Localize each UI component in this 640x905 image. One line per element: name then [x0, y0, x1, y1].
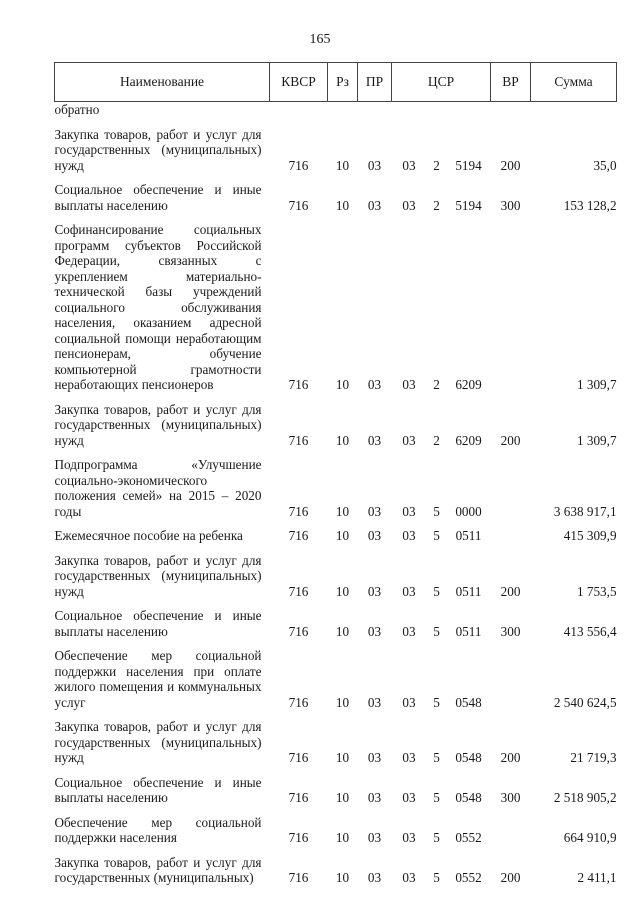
cell-name: Софинансирование социальных программ субъектов Российской Федерации, связанных с укреплением материально-технической базы учреждений социального обслуживания населения, оказанием адресной социальной помощи неработающим пенсионерам, обучение компьютерной грамотности неработающих пенсионеров — [54, 222, 262, 392]
cell-csr-subprogram: 2 — [433, 377, 440, 392]
cell-rz: 10 — [335, 503, 350, 519]
cell-pr: 03 — [367, 157, 382, 173]
cell-rz: 10 — [335, 583, 350, 599]
cell-vr — [491, 102, 531, 118]
cell-pr: 03 — [367, 583, 382, 599]
cell-vr — [491, 806, 531, 846]
cell-kvsr: 716 — [288, 750, 309, 765]
table-row — [55, 544, 617, 600]
table-row — [55, 599, 617, 639]
cell-csr-direction: 5194 — [455, 157, 482, 173]
cell-rz: 10 — [335, 623, 350, 639]
cell-name: Закупка товаров, работ и услуг для государственных (муниципальных) нужд — [54, 719, 262, 765]
cell-vr: 200 — [500, 750, 521, 765]
cell-sum: 1 309,7 — [576, 432, 617, 448]
cell-pr: 03 — [367, 750, 382, 765]
cell-vr: 200 — [500, 157, 521, 173]
cell-rz: 10 — [335, 870, 350, 885]
cell-pr — [358, 102, 392, 118]
cell-csr-direction: 0552 — [455, 870, 482, 885]
cell-rz: 10 — [335, 790, 350, 805]
cell-csr-direction: 6209 — [455, 432, 482, 448]
cell-csr-direction: 5194 — [455, 197, 482, 213]
cell-csr-program: 03 — [402, 503, 416, 519]
cell-vr: 300 — [500, 790, 521, 805]
cell-kvsr: 716 — [288, 432, 309, 448]
cell-sum: 1 309,7 — [576, 377, 617, 392]
cell-csr-subprogram: 5 — [433, 623, 440, 639]
cell-kvsr: 716 — [288, 694, 309, 710]
cell-rz: 10 — [335, 197, 350, 213]
cell-csr-subprogram — [427, 102, 447, 118]
cell-csr-direction: 6209 — [455, 377, 482, 392]
cell-csr-program: 03 — [402, 583, 416, 599]
cell-csr-direction: 0511 — [455, 583, 482, 599]
cell-csr-program: 03 — [402, 750, 416, 765]
cell-kvsr: 716 — [288, 790, 309, 805]
cell-csr-direction: 0000 — [455, 503, 482, 519]
cell-name: Обеспечение мер социальной поддержки населения при оплате жилого помещения и коммунальных услуг — [54, 648, 262, 710]
cell-csr-direction — [447, 102, 491, 118]
cell-sum: 1 753,5 — [576, 583, 617, 599]
cell-kvsr: 716 — [288, 377, 309, 392]
cell-csr-program: 03 — [402, 157, 416, 173]
cell-vr — [491, 448, 531, 519]
cell-csr-subprogram: 2 — [433, 197, 440, 213]
cell-csr-direction: 0548 — [455, 694, 482, 710]
table-row — [55, 710, 617, 766]
cell-name: Социальное обеспечение и иные выплаты населению — [54, 608, 262, 639]
cell-csr-program: 03 — [402, 432, 416, 448]
cell-sum: 2 540 624,5 — [553, 694, 617, 710]
cell-csr-subprogram: 5 — [433, 503, 440, 519]
cell-name: Подпрограмма «Улучшение социально-экономического положения семей» на 2015 – 2020 годы — [54, 457, 262, 519]
cell-csr-program: 03 — [402, 528, 416, 543]
cell-csr-program: 03 — [402, 830, 416, 845]
header-csr: ЦСР — [392, 63, 491, 102]
cell-csr-direction: 0548 — [455, 790, 482, 805]
cell-csr-subprogram: 2 — [433, 157, 440, 173]
cell-vr — [491, 639, 531, 710]
budget-table — [54, 62, 617, 886]
cell-sum: 664 910,9 — [563, 830, 617, 845]
cell-name: Ежемесячное пособие на ребенка — [54, 528, 243, 543]
cell-rz: 10 — [335, 830, 350, 845]
cell-sum: 153 128,2 — [563, 197, 617, 213]
cell-rz: 10 — [335, 694, 350, 710]
cell-csr-program — [392, 102, 427, 118]
header-pr: ПР — [358, 63, 392, 102]
cell-sum: 35,0 — [593, 157, 617, 173]
cell-kvsr: 716 — [288, 583, 309, 599]
cell-csr-subprogram: 5 — [433, 583, 440, 599]
cell-rz: 10 — [335, 377, 350, 392]
cell-pr: 03 — [367, 870, 382, 885]
cell-csr-program: 03 — [402, 694, 416, 710]
table-row — [55, 173, 617, 213]
cell-csr-direction: 0511 — [455, 528, 482, 543]
cell-csr-direction: 0511 — [455, 623, 482, 639]
cell-csr-subprogram: 5 — [433, 694, 440, 710]
table-row — [55, 846, 617, 886]
cell-pr: 03 — [367, 377, 382, 392]
cell-vr: 200 — [500, 583, 521, 599]
cell-kvsr: 716 — [288, 157, 309, 173]
cell-sum — [531, 102, 617, 118]
cell-vr — [491, 519, 531, 544]
cell-pr: 03 — [367, 790, 382, 805]
cell-kvsr: 716 — [288, 528, 309, 543]
table-row — [55, 102, 617, 118]
cell-name: Закупка товаров, работ и услуг для государственных (муниципальных) нужд — [54, 552, 262, 599]
cell-vr: 300 — [500, 197, 521, 213]
cell-vr — [491, 213, 531, 393]
cell-pr: 03 — [367, 528, 382, 543]
header-name: Наименование — [55, 63, 270, 102]
table-body — [55, 102, 617, 886]
table-row — [55, 806, 617, 846]
cell-csr-subprogram: 2 — [433, 432, 440, 448]
cell-rz: 10 — [335, 432, 350, 448]
table-header-row — [55, 63, 617, 102]
header-kvsr: КВСР — [270, 63, 328, 102]
cell-sum: 2 411,1 — [577, 870, 617, 885]
cell-csr-direction: 0548 — [455, 750, 482, 765]
cell-pr: 03 — [367, 694, 382, 710]
table-row — [55, 118, 617, 174]
table-row — [55, 766, 617, 806]
cell-sum: 413 556,4 — [563, 623, 617, 639]
cell-name: Закупка товаров, работ и услуг для государственных (муниципальных) нужд — [54, 401, 262, 448]
cell-pr: 03 — [367, 503, 382, 519]
cell-name: Социальное обеспечение и иные выплаты населению — [54, 182, 262, 213]
cell-vr: 300 — [500, 623, 521, 639]
header-rz: Рз — [328, 63, 358, 102]
cell-csr-subprogram: 5 — [433, 528, 440, 543]
table-row — [55, 519, 617, 544]
cell-csr-subprogram: 5 — [433, 870, 440, 885]
cell-rz: 10 — [335, 750, 350, 765]
cell-vr: 200 — [500, 432, 521, 448]
cell-kvsr: 716 — [288, 870, 309, 885]
cell-csr-subprogram: 5 — [433, 750, 440, 765]
cell-name: Закупка товаров, работ и услуг для государственных (муниципальных) — [54, 854, 262, 885]
header-vr: ВР — [491, 63, 531, 102]
cell-sum: 21 719,3 — [570, 750, 617, 765]
cell-rz: 10 — [335, 157, 350, 173]
cell-kvsr: 716 — [288, 503, 309, 519]
table-row — [55, 213, 617, 393]
cell-sum: 415 309,9 — [563, 528, 617, 543]
cell-csr-program: 03 — [402, 623, 416, 639]
table-row — [55, 393, 617, 449]
cell-name: обратно — [54, 102, 100, 117]
cell-sum: 3 638 917,1 — [553, 503, 617, 519]
cell-kvsr: 716 — [288, 623, 309, 639]
cell-csr-subprogram: 5 — [433, 830, 440, 845]
table-row — [55, 639, 617, 710]
cell-csr-direction: 0552 — [455, 830, 482, 845]
cell-name: Закупка товаров, работ и услуг для государственных (муниципальных) нужд — [54, 126, 262, 173]
page-number: 165 — [309, 32, 331, 47]
cell-name: Обеспечение мер социальной поддержки населения — [54, 814, 262, 845]
cell-kvsr: 716 — [288, 197, 309, 213]
cell-csr-subprogram: 5 — [433, 790, 440, 805]
header-sum: Сумма — [531, 63, 617, 102]
cell-pr: 03 — [367, 197, 382, 213]
cell-rz: 10 — [335, 528, 350, 543]
cell-name: Социальное обеспечение и иные выплаты населению — [54, 774, 262, 805]
cell-csr-program: 03 — [402, 377, 416, 392]
cell-kvsr: 716 — [288, 830, 309, 845]
cell-csr-program: 03 — [402, 790, 416, 805]
cell-pr: 03 — [367, 830, 382, 845]
cell-vr: 200 — [500, 870, 521, 885]
table-row — [55, 448, 617, 519]
cell-rz — [328, 102, 358, 118]
cell-kvsr — [270, 102, 328, 118]
cell-sum: 2 518 905,2 — [553, 790, 617, 805]
cell-csr-program: 03 — [402, 197, 416, 213]
cell-pr: 03 — [367, 432, 382, 448]
cell-csr-program: 03 — [402, 870, 416, 885]
cell-pr: 03 — [367, 623, 382, 639]
